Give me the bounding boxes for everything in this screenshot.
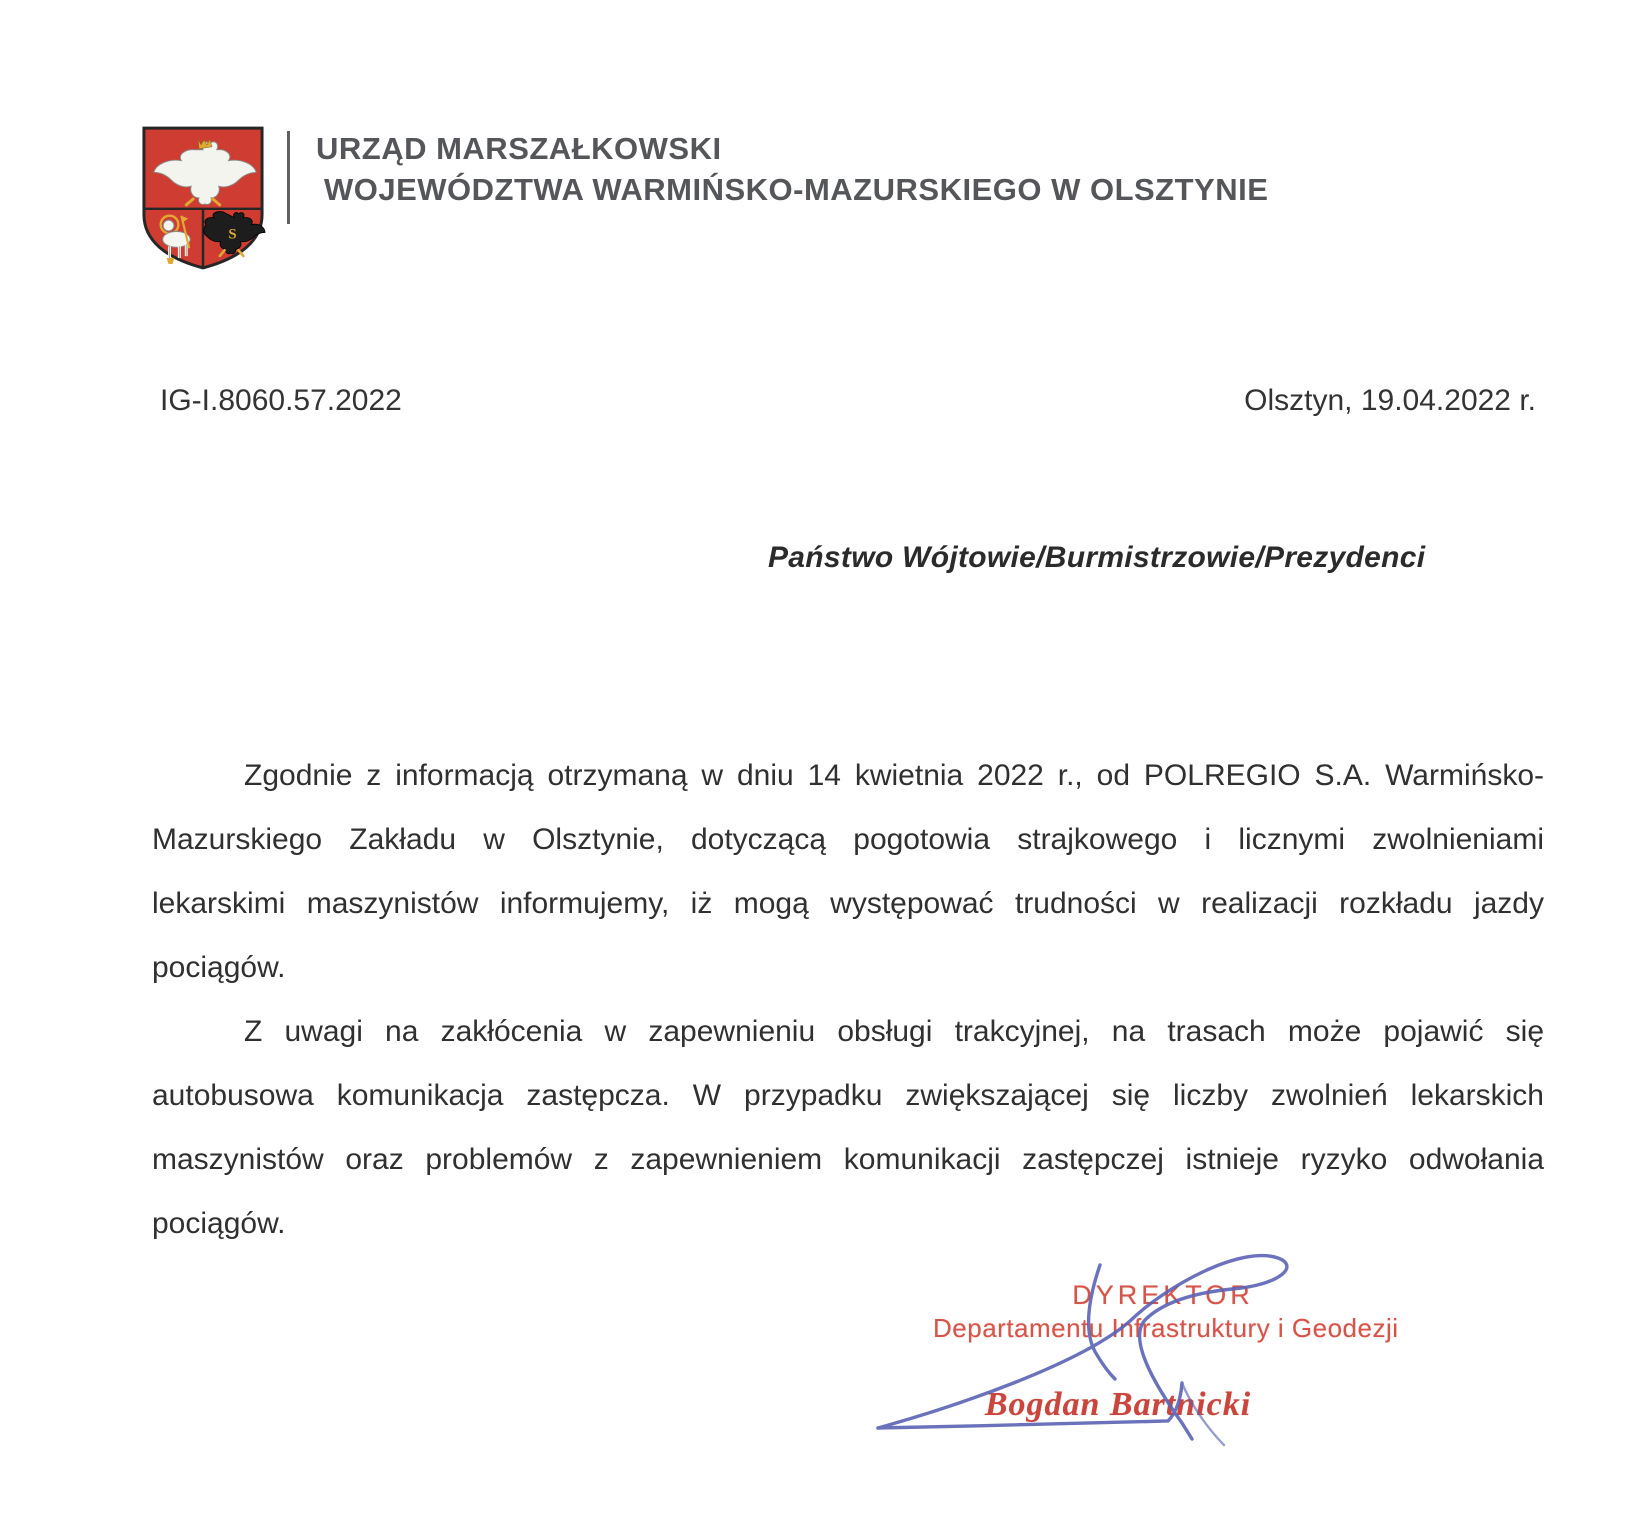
reference-number: IG-I.8060.57.2022: [160, 384, 402, 417]
place-and-date: Olsztyn, 19.04.2022 r.: [1244, 384, 1536, 417]
stamp-title: DYREKTOR: [1072, 1280, 1254, 1310]
signer-name: Bogdan Bartnicki: [984, 1386, 1252, 1423]
addressee-line: Państwo Wójtowie/Burmistrzowie/Prezydenci: [768, 541, 1426, 574]
letter-body: [152, 744, 1544, 1256]
paragraph-1: Zgodnie z informacją otrzymaną w dniu 14 kwietnia 2022 r., od POLREGIO S.A. Warmińsko-Mazurskiego Zakładu w Olsztynie, dotyczącą pogotowia strajkowego i licznymi zwolnieniami lekarskimi maszynistów informujemy, iż mogą występować trudności w realizacji rozkładu jazdy pociągów.: [152, 759, 1544, 984]
paragraph-2: Z uwagi na zakłócenia w zapewnieniu obsługi trakcyjnej, na trasach może pojawić się autobusowa komunikacja zastępcza. W przypadku zwiększającej się liczby zwolnień lekarskich maszynistów oraz problemów z zapewnieniem komunikacji zastępczej istnieje ryzyko odwołania pociągów.: [152, 1015, 1544, 1240]
chalice: [167, 258, 175, 264]
stamp-department: Departamentu Infrastruktury i Geodezji: [933, 1312, 1399, 1343]
header-divider: [287, 131, 290, 224]
svg-text:S: S: [228, 226, 237, 243]
organization-name-line2: WOJEWÓDZTWA WARMIŃSKO-MAZURSKIEGO W OLSZTYNIE: [324, 172, 1269, 207]
coat-of-arms: [140, 124, 266, 272]
letterhead: [316, 133, 1268, 205]
handwritten-signature: [830, 1225, 1330, 1465]
organization-name-line1: URZĄD MARSZAŁKOWSKI: [316, 131, 722, 166]
